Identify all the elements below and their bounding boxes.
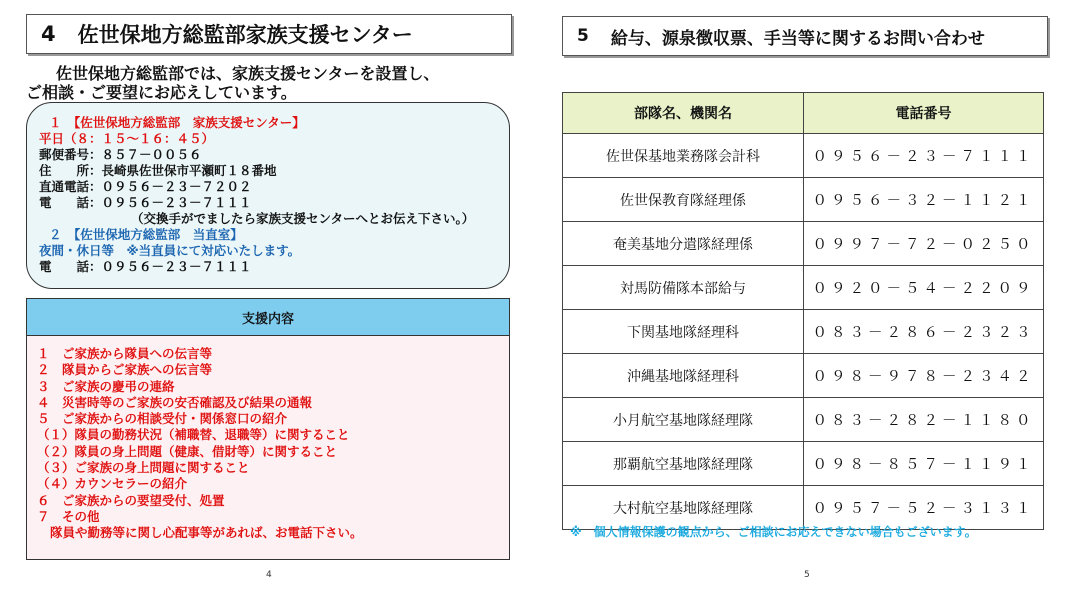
section-number: 4 — [41, 22, 56, 46]
list-item: （１）隊員の勤務状況（補職替、退職等）に関すること — [37, 427, 350, 443]
direct-phone: 直通電話：０９５６－２３－７２０２ — [39, 179, 252, 194]
list-item: １ ご家族から隊員への伝言等 — [37, 346, 213, 361]
section-title-text: 給与、源泉徴収票、手当等に関するお問い合わせ — [610, 28, 985, 49]
phone-number: ０９５７－５２－３１３１ — [804, 486, 1044, 530]
phone-number: ０９８－９７８－２３４２ — [804, 354, 1044, 398]
table-row — [563, 266, 1044, 310]
unit-name: 下関基地隊経理科 — [563, 310, 804, 354]
table-row — [563, 178, 1044, 222]
list-item: ２ 隊員からご家族への伝言等 — [37, 362, 213, 378]
privacy-footnote: ※ 個人情報保護の観点から、ご相談にお応えできない場合もございます。 — [570, 525, 977, 539]
list-item: 隊員や勤務等に関し心配事等があれば、お電話下さい。 — [50, 525, 363, 541]
section-5-title — [562, 16, 1048, 56]
phone-number: ０９５６－２３－７１１１ — [804, 134, 1044, 178]
phone-number: ０９２０－５４－２２０９ — [804, 266, 1044, 310]
list-item: ４ 災害時等のご家族の安否確認及び結果の通報 — [37, 394, 313, 410]
list-item: ３ ご家族の慶弔の連絡 — [37, 378, 175, 394]
address: 住 所：長崎県佐世保市平瀬町１８番地 — [39, 163, 277, 178]
page-number: 5 — [804, 570, 810, 580]
unit-name: 奄美基地分遣隊経理係 — [563, 222, 804, 266]
support-box — [26, 298, 510, 560]
operator-note: （交換手がでましたら家族支援センターへとお伝え下さい。） — [131, 211, 475, 226]
phone-number: ０９９７－７２－０２５０ — [804, 222, 1044, 266]
list-item: ７ その他 — [37, 508, 100, 524]
page-number: 4 — [266, 570, 272, 580]
contact-heading-1: １ 【佐世保地方総監部 家族支援センター】 — [49, 115, 305, 130]
contact-box — [26, 102, 510, 289]
list-item: （３）ご家族の身上問題に関すること — [37, 460, 250, 476]
main-phone: 電 話：０９５６－２３－７１１１ — [39, 195, 252, 210]
intro-text: 佐世保地方総監部では、家族支援センターを設置し、 ご相談・ご要望にお応えしています。 — [26, 64, 440, 102]
unit-name: 那覇航空基地隊経理隊 — [563, 442, 804, 486]
list-item: （４）カウンセラーの紹介 — [37, 476, 188, 492]
column-header-unit: 部隊名、機関名 — [563, 93, 804, 134]
section-number: 5 — [577, 26, 589, 46]
column-header-phone: 電話番号 — [804, 93, 1044, 134]
table-row — [563, 398, 1044, 442]
contact-phone-table — [562, 92, 1044, 530]
table-row — [563, 354, 1044, 398]
table-row — [563, 222, 1044, 266]
unit-name: 佐世保基地業務隊会計科 — [563, 134, 804, 178]
unit-name: 沖縄基地隊経理科 — [563, 354, 804, 398]
phone-number: ０９８－８５７－１１９１ — [804, 442, 1044, 486]
table-header-row — [563, 93, 1044, 134]
list-item: （２）隊員の身上問題（健康、借財等）に関すること — [37, 443, 338, 459]
phone-number: ０８３－２８６－２３２３ — [804, 310, 1044, 354]
support-list — [27, 336, 509, 542]
unit-name: 対馬防備隊本部給与 — [563, 266, 804, 310]
unit-name: 佐世保教育隊経理係 — [563, 178, 804, 222]
phone-number: ０９５６－３２－１１２１ — [804, 178, 1044, 222]
duty-phone: 電 話：０９５６－２３－７１１１ — [39, 259, 252, 274]
postal-code: 郵便番号：８５７－００５６ — [39, 147, 202, 162]
phone-number: ０８３－２８２－１１８０ — [804, 398, 1044, 442]
unit-name: 大村航空基地隊経理隊 — [563, 486, 804, 530]
unit-name: 小月航空基地隊経理隊 — [563, 398, 804, 442]
office-hours: 平日（８：１５～１６：４５） — [39, 131, 215, 146]
support-header: 支援内容 — [27, 299, 509, 336]
night-holiday-note: 夜間・休日等 ※当直員にて対応いたします。 — [39, 243, 301, 258]
list-item: ６ ご家族からの要望受付、処置 — [37, 492, 225, 508]
table-row — [563, 442, 1044, 486]
table-row — [563, 310, 1044, 354]
page-right — [540, 0, 1079, 607]
contact-heading-2: ２ 【佐世保地方総監部 当直室】 — [49, 227, 243, 242]
section-title-text: 佐世保地方総監部家族支援センター — [77, 23, 413, 47]
section-4-title — [26, 14, 512, 54]
table-row — [563, 134, 1044, 178]
list-item: ５ ご家族からの相談受付・関係窓口の紹介 — [37, 411, 288, 427]
